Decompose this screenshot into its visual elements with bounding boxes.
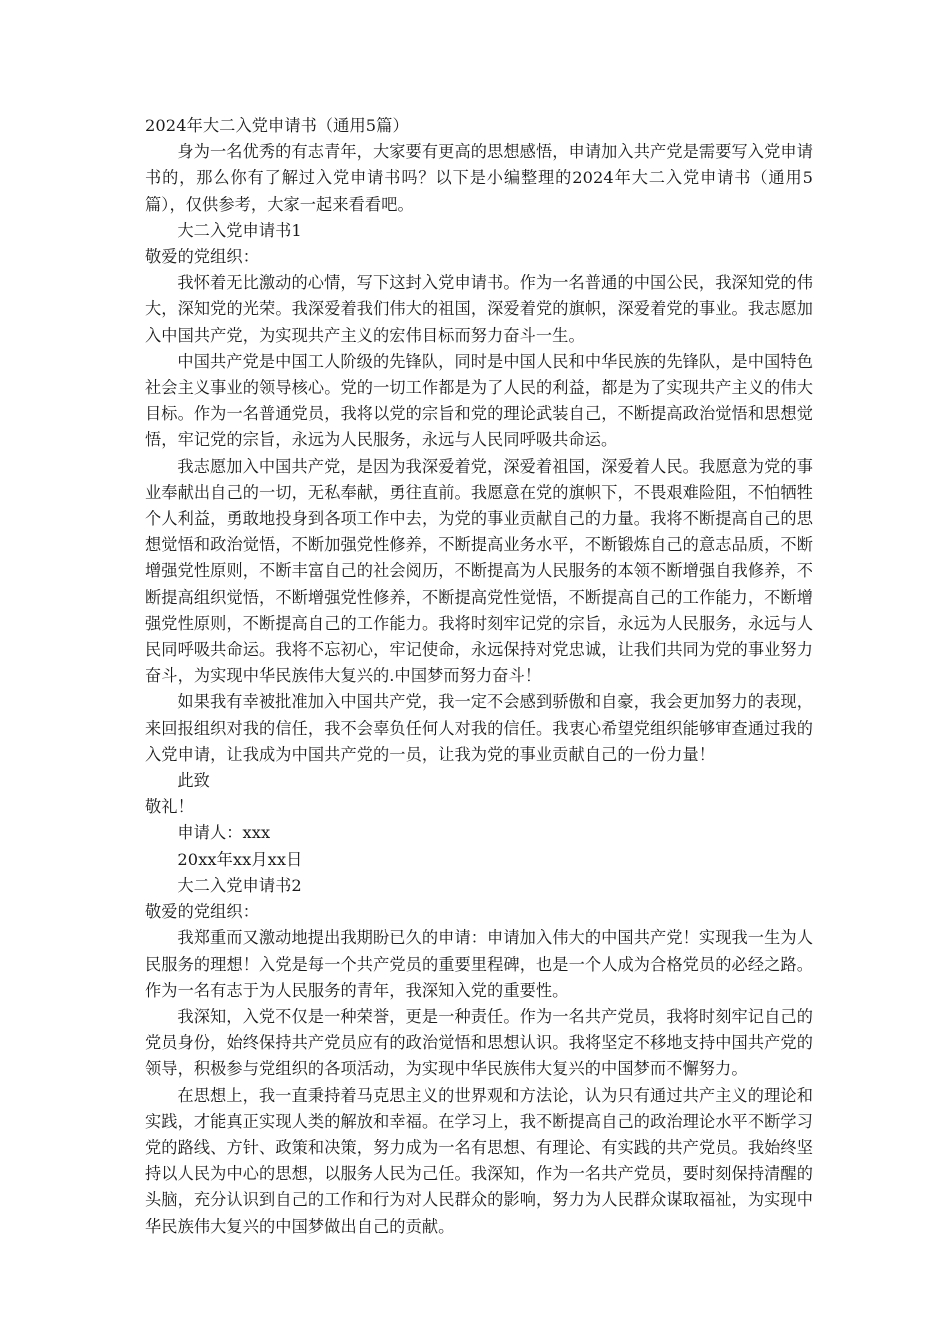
letter1-closing: 此致	[177, 771, 210, 791]
letter1-date: 20xx年xx月xx日	[177, 849, 303, 869]
letter1-salutation: 敬爱的党组织：	[145, 247, 260, 267]
document-title: 2024年大二入党申请书（通用5篇）	[145, 116, 409, 135]
letter2-salutation: 敬爱的党组织：	[145, 902, 260, 922]
letter2-paragraph: 我郑重而又激动地提出我期盼已久的申请：申请加入伟大的中国共产党！实现我一生为人民服务的理想！入党是每一个共产党员的重要里程碑，也是一个人成为合格党员的必经之路。作为一名有志于为人民服务的青年，我深知入党的重要性。	[145, 928, 813, 1000]
letter1-salute: 敬礼！	[145, 797, 194, 817]
letter2-paragraph: 我深知，入党不仅是一种荣誉，更是一种责任。作为一名共产党员，我将时刻牢记自己的党员身份，始终保持共产党员应有的政治觉悟和思想认识。我将坚定不移地支持中国共产党的领导，积极参与党组织的各项活动，为实现中华民族伟大复兴的中国梦而不懈努力。	[145, 1006, 813, 1079]
intro-paragraph: 身为一名优秀的有志青年，大家要有更高的思想感悟，申请加入共产党是需要写入党申请书的，那么你有了解过入党申请书吗？以下是小编整理的2024年大二入党申请书（通用5篇），仅供参考，大家一起来看看吧。	[145, 142, 813, 214]
letter2-paragraph: 在思想上，我一直秉持着马克思主义的世界观和方法论，认为只有通过共产主义的理论和实践，才能真正实现人类的解放和幸福。在学习上，我不断提高自己的政治理论水平不断学习党的路线、方针、政策和决策，努力成为一名有思想、有理论、有实践的共产党员。我始终坚持以人民为中心的思想，以服务人民为己任。我深知，作为一名共产党员，要时刻保持清醒的头脑，充分认识到自己的工作和行为对人民群众的影响，努力为人民群众谋取福祉，为实现中华民族伟大复兴的中国梦做出自己的贡献。	[145, 1085, 813, 1236]
letter1-applicant: 申请人：xxx	[177, 823, 271, 843]
letter1-paragraph: 我怀着无比激动的心情，写下这封入党申请书。作为一名普通的中国公民，我深知党的伟大，深知党的光荣。我深爱着我们伟大的祖国，深爱着党的旗帜，深爱着党的事业。我志愿加入中国共产党，为实现共产主义的宏伟目标而努力奋斗一生。	[145, 273, 813, 345]
letter1-heading: 大二入党申请书1	[177, 220, 302, 240]
letter1-paragraph: 中国共产党是中国工人阶级的先锋队，同时是中国人民和中华民族的先锋队，是中国特色社会主义事业的领导核心。党的一切工作都是为了人民的利益，都是为了实现共产主义的伟大目标。作为一名普通党员，我将以党的宗旨和党的理论武装自己，不断提高政治觉悟和思想觉悟，牢记党的宗旨，永远为人民服务，永远与人民同呼吸共命运。	[145, 351, 813, 450]
document-page	[145, 113, 813, 1240]
letter1-paragraph: 我志愿加入中国共产党，是因为我深爱着党，深爱着祖国，深爱着人民。我愿意为党的事业奉献出自己的一切，无私奉献，勇往直前。我愿意在党的旗帜下，不畏艰难险阻，不怕牺牲个人利益，勇敢地投身到各项工作中去，为党的事业贡献自己的力量。我将不断提高自己的思想觉悟和政治觉悟，不断加强党性修养，不断提高业务水平，不断锻炼自己的意志品质，不断增强党性原则，不断丰富自己的社会阅历，不断提高为人民服务的本领不断增强自我修养，不断提高组织觉悟，不断增强党性修养，不断提高党性觉悟，不断提高自己的工作能力，不断增强党性原则，不断提高自己的工作能力。我将时刻牢记党的宗旨，永远为人民服务，永远与人民同呼吸共命运。我将不忘初心，牢记使命，永远保持对党忠诚，让我们共同为党的事业努力奋斗，为实现中华民族伟大复兴的.中国梦而努力奋斗！	[145, 456, 813, 686]
letter1-paragraph: 如果我有幸被批准加入中国共产党，我一定不会感到骄傲和自豪，我会更加努力的表现，来回报组织对我的信任，我不会辜负任何人对我的信任。我衷心希望党组织能够审查通过我的入党申请，让我成为中国共产党的一员，让我为党的事业贡献自己的一份力量！	[145, 692, 813, 764]
letter2-heading: 大二入党申请书2	[177, 875, 302, 895]
